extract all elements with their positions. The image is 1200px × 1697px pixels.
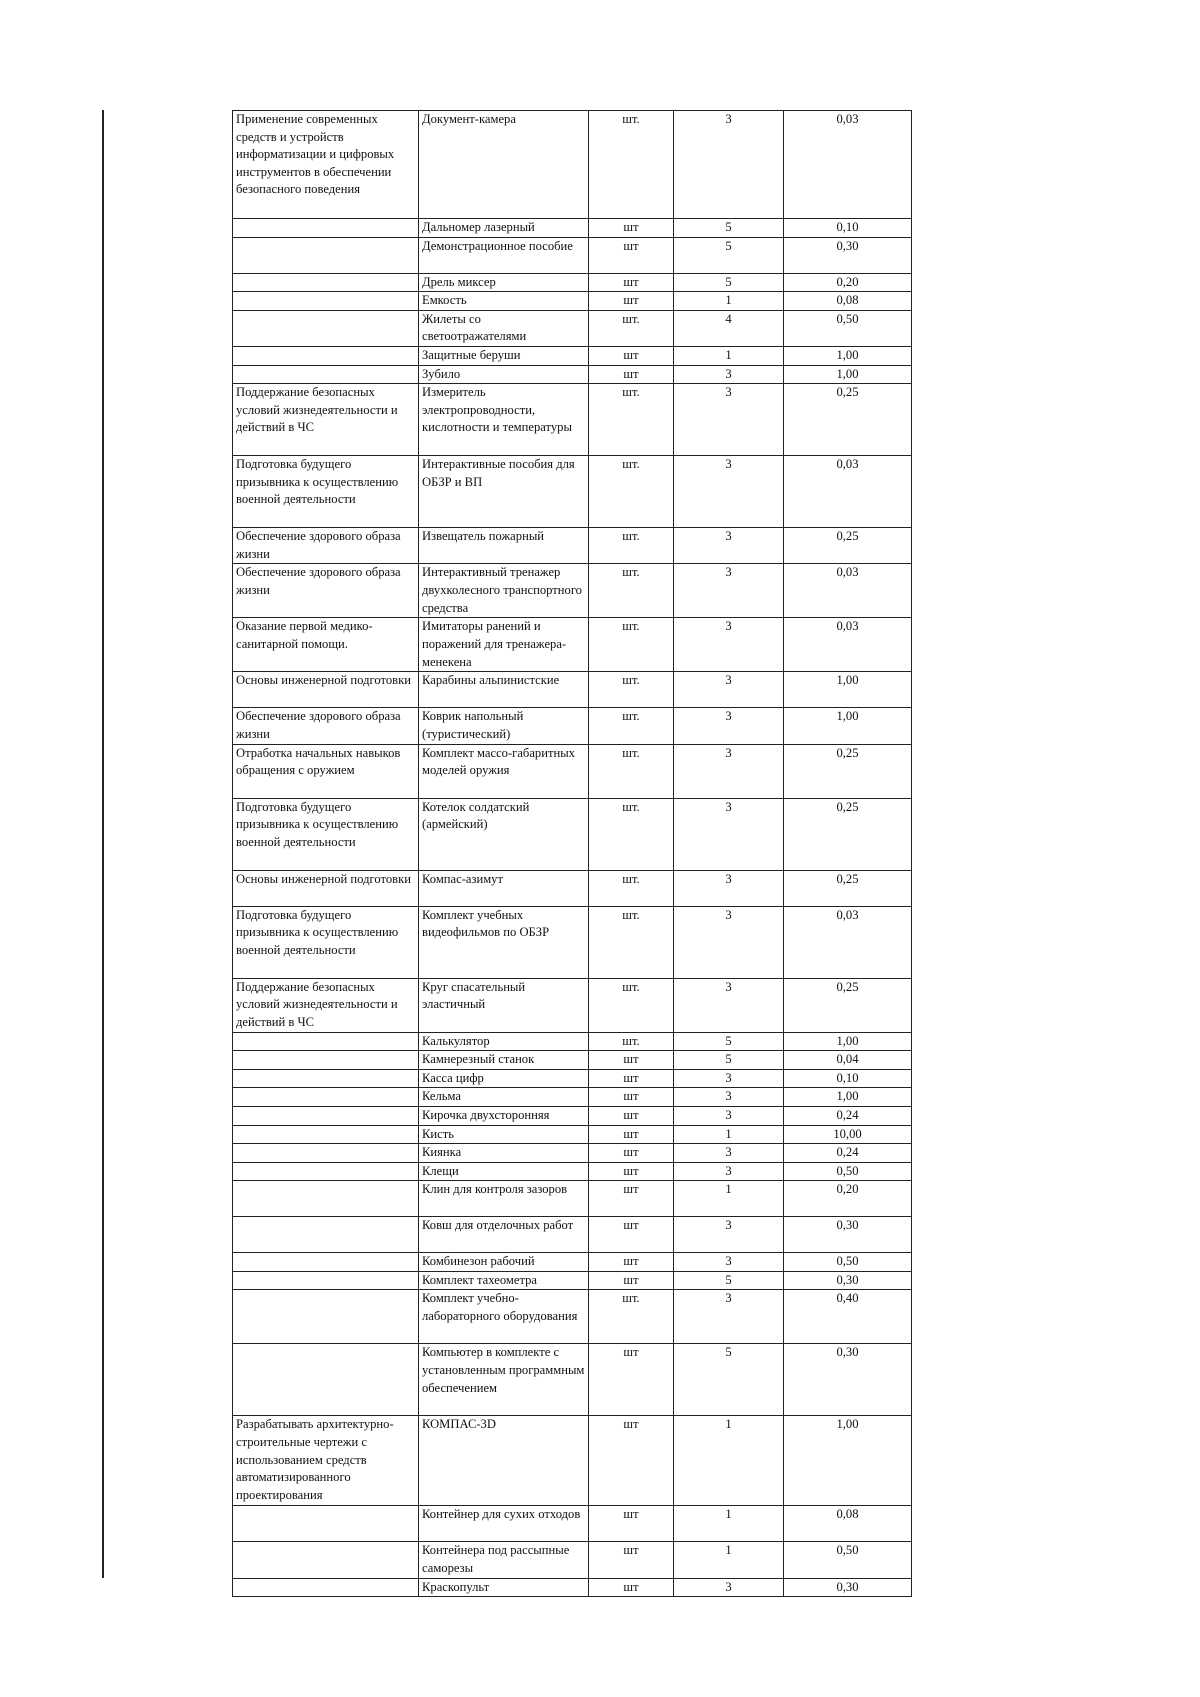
section-cell: Поддержание безопасных условий жизнедеятельности и действий в ЧС: [233, 978, 419, 1032]
quantity-cell: 3: [674, 456, 784, 528]
quantity-cell: 3: [674, 564, 784, 618]
table-row: [233, 1181, 912, 1217]
amount-cell: 0,20: [784, 1181, 912, 1217]
unit-cell: шт: [589, 273, 674, 292]
section-cell: [233, 1032, 419, 1051]
section-cell: [233, 1069, 419, 1088]
section-cell: Подготовка будущего призывника к осуществлению военной деятельности: [233, 456, 419, 528]
unit-cell: шт: [589, 1162, 674, 1181]
table-row: [233, 672, 912, 708]
unit-cell: шт: [589, 219, 674, 238]
quantity-cell: 5: [674, 1032, 784, 1051]
unit-cell: шт: [589, 1125, 674, 1144]
table-row: [233, 1032, 912, 1051]
unit-cell: шт: [589, 346, 674, 365]
table-row: [233, 618, 912, 672]
section-cell: Подготовка будущего призывника к осуществлению военной деятельности: [233, 906, 419, 978]
amount-cell: 0,40: [784, 1290, 912, 1344]
amount-cell: 0,10: [784, 219, 912, 238]
amount-cell: 10,00: [784, 1125, 912, 1144]
amount-cell: 0,25: [784, 870, 912, 906]
section-cell: [233, 1217, 419, 1253]
section-cell: [233, 219, 419, 238]
section-cell: Поддержание безопасных условий жизнедеятельности и действий в ЧС: [233, 384, 419, 456]
section-cell: [233, 273, 419, 292]
item-name-cell: Компас-азимут: [419, 870, 589, 906]
item-name-cell: Комбинезон рабочий: [419, 1253, 589, 1272]
unit-cell: шт.: [589, 870, 674, 906]
section-cell: [233, 1181, 419, 1217]
table-row: [233, 744, 912, 798]
section-cell: [233, 292, 419, 311]
quantity-cell: 4: [674, 310, 784, 346]
section-cell: [233, 1542, 419, 1578]
quantity-cell: 3: [674, 1144, 784, 1163]
item-name-cell: Зубило: [419, 365, 589, 384]
item-name-cell: Касса цифр: [419, 1069, 589, 1088]
item-name-cell: Дрель миксер: [419, 273, 589, 292]
amount-cell: 0,04: [784, 1051, 912, 1070]
table-row: [233, 1144, 912, 1163]
amount-cell: 0,50: [784, 1253, 912, 1272]
amount-cell: 0,03: [784, 564, 912, 618]
section-cell: Оказание первой медико-санитарной помощи.: [233, 618, 419, 672]
section-cell: [233, 1271, 419, 1290]
item-name-cell: Извещатель пожарный: [419, 528, 589, 564]
table-row: [233, 1106, 912, 1125]
item-name-cell: Кирочка двухсторонняя: [419, 1106, 589, 1125]
unit-cell: шт: [589, 1506, 674, 1542]
quantity-cell: 5: [674, 1051, 784, 1070]
table-row: [233, 1253, 912, 1272]
quantity-cell: 1: [674, 1416, 784, 1506]
unit-cell: шт: [589, 1144, 674, 1163]
unit-cell: шт.: [589, 1032, 674, 1051]
section-cell: Обеспечение здорового образа жизни: [233, 528, 419, 564]
amount-cell: 1,00: [784, 708, 912, 744]
item-name-cell: Интерактивный тренажер двухколесного транспортного средства: [419, 564, 589, 618]
table-row: [233, 528, 912, 564]
item-name-cell: Калькулятор: [419, 1032, 589, 1051]
unit-cell: шт: [589, 1344, 674, 1416]
item-name-cell: Интерактивные пособия для ОБЗР и ВП: [419, 456, 589, 528]
table-row: [233, 111, 912, 219]
section-cell: Разрабатывать архитектурно-строительные чертежи с использованием средств автоматизированного проектирования: [233, 1416, 419, 1506]
amount-cell: 0,03: [784, 906, 912, 978]
unit-cell: шт.: [589, 672, 674, 708]
item-name-cell: Кельма: [419, 1088, 589, 1107]
section-cell: Обеспечение здорового образа жизни: [233, 708, 419, 744]
amount-cell: 0,50: [784, 310, 912, 346]
quantity-cell: 3: [674, 906, 784, 978]
unit-cell: шт: [589, 1578, 674, 1597]
section-cell: Применение современных средств и устройств информатизации и цифровых инструментов в обеспечении безопасного поведения: [233, 111, 419, 219]
section-cell: Отработка начальных навыков обращения с оружием: [233, 744, 419, 798]
section-cell: [233, 237, 419, 273]
table-row: [233, 978, 912, 1032]
item-name-cell: Кисть: [419, 1125, 589, 1144]
amount-cell: 0,30: [784, 1271, 912, 1290]
amount-cell: 1,00: [784, 1088, 912, 1107]
item-name-cell: Имитаторы ранений и поражений для тренажера-менекена: [419, 618, 589, 672]
table-row: [233, 1069, 912, 1088]
item-name-cell: Компьютер в комплекте с установленным программным обеспечением: [419, 1344, 589, 1416]
quantity-cell: 3: [674, 111, 784, 219]
quantity-cell: 5: [674, 237, 784, 273]
quantity-cell: 5: [674, 273, 784, 292]
table-row: [233, 1271, 912, 1290]
section-cell: Основы инженерной подготовки: [233, 672, 419, 708]
unit-cell: шт: [589, 1069, 674, 1088]
item-name-cell: Жилеты со светоотражателями: [419, 310, 589, 346]
amount-cell: 0,30: [784, 1578, 912, 1597]
item-name-cell: Контейнера под рассыпные саморезы: [419, 1542, 589, 1578]
item-name-cell: Документ-камера: [419, 111, 589, 219]
quantity-cell: 3: [674, 1253, 784, 1272]
item-name-cell: Карабины альпинистские: [419, 672, 589, 708]
amount-cell: 0,24: [784, 1144, 912, 1163]
table-row: [233, 219, 912, 238]
section-cell: [233, 1125, 419, 1144]
section-cell: [233, 365, 419, 384]
section-cell: [233, 1290, 419, 1344]
table-row: [233, 564, 912, 618]
unit-cell: шт: [589, 1051, 674, 1070]
section-cell: [233, 1144, 419, 1163]
table-row: [233, 708, 912, 744]
quantity-cell: 3: [674, 384, 784, 456]
quantity-cell: 3: [674, 708, 784, 744]
amount-cell: 0,50: [784, 1542, 912, 1578]
item-name-cell: Круг спасательный эластичный: [419, 978, 589, 1032]
quantity-cell: 1: [674, 1125, 784, 1144]
quantity-cell: 5: [674, 219, 784, 238]
section-cell: [233, 346, 419, 365]
table-row: [233, 870, 912, 906]
item-name-cell: Клещи: [419, 1162, 589, 1181]
equipment-table-body: [233, 111, 912, 1597]
amount-cell: 0,50: [784, 1162, 912, 1181]
table-row: [233, 346, 912, 365]
item-name-cell: Комплект тахеометра: [419, 1271, 589, 1290]
unit-cell: шт.: [589, 564, 674, 618]
item-name-cell: Демонстрационное пособие: [419, 237, 589, 273]
amount-cell: 1,00: [784, 672, 912, 708]
item-name-cell: КОМПАС-3D: [419, 1416, 589, 1506]
quantity-cell: 1: [674, 292, 784, 311]
table-row: [233, 1578, 912, 1597]
amount-cell: 0,25: [784, 384, 912, 456]
quantity-cell: 3: [674, 1069, 784, 1088]
section-cell: [233, 1051, 419, 1070]
item-name-cell: Комплект учебных видеофильмов по ОБЗР: [419, 906, 589, 978]
quantity-cell: 3: [674, 528, 784, 564]
unit-cell: шт: [589, 365, 674, 384]
amount-cell: 0,08: [784, 292, 912, 311]
unit-cell: шт: [589, 1106, 674, 1125]
section-cell: [233, 1578, 419, 1597]
item-name-cell: Измеритель электропроводности, кислотности и температуры: [419, 384, 589, 456]
unit-cell: шт.: [589, 708, 674, 744]
section-cell: Основы инженерной подготовки: [233, 870, 419, 906]
section-cell: Обеспечение здорового образа жизни: [233, 564, 419, 618]
table-row: [233, 456, 912, 528]
unit-cell: шт.: [589, 111, 674, 219]
amount-cell: 1,00: [784, 365, 912, 384]
amount-cell: 0,03: [784, 456, 912, 528]
quantity-cell: 3: [674, 365, 784, 384]
section-cell: [233, 1088, 419, 1107]
quantity-cell: 1: [674, 1181, 784, 1217]
amount-cell: 0,03: [784, 111, 912, 219]
section-cell: [233, 1106, 419, 1125]
section-cell: [233, 1253, 419, 1272]
table-row: [233, 310, 912, 346]
table-row: [233, 237, 912, 273]
unit-cell: шт: [589, 1253, 674, 1272]
section-cell: [233, 1506, 419, 1542]
unit-cell: шт.: [589, 1290, 674, 1344]
table-row: [233, 273, 912, 292]
left-margin-line: [102, 110, 104, 1578]
amount-cell: 0,30: [784, 1217, 912, 1253]
item-name-cell: Краскопульт: [419, 1578, 589, 1597]
quantity-cell: 3: [674, 1290, 784, 1344]
amount-cell: 0,30: [784, 237, 912, 273]
table-row: [233, 1051, 912, 1070]
quantity-cell: 3: [674, 672, 784, 708]
table-row: [233, 1344, 912, 1416]
quantity-cell: 3: [674, 744, 784, 798]
table-row: [233, 1542, 912, 1578]
item-name-cell: Камнерезный станок: [419, 1051, 589, 1070]
amount-cell: 1,00: [784, 346, 912, 365]
table-row: [233, 1416, 912, 1506]
item-name-cell: Котелок солдатский (армейский): [419, 798, 589, 870]
quantity-cell: 1: [674, 346, 784, 365]
unit-cell: шт.: [589, 384, 674, 456]
unit-cell: шт: [589, 292, 674, 311]
unit-cell: шт: [589, 237, 674, 273]
quantity-cell: 3: [674, 870, 784, 906]
quantity-cell: 1: [674, 1542, 784, 1578]
item-name-cell: Защитные беруши: [419, 346, 589, 365]
item-name-cell: Клин для контроля зазоров: [419, 1181, 589, 1217]
quantity-cell: 5: [674, 1344, 784, 1416]
item-name-cell: Контейнер для сухих отходов: [419, 1506, 589, 1542]
quantity-cell: 3: [674, 1217, 784, 1253]
table-row: [233, 365, 912, 384]
item-name-cell: Емкость: [419, 292, 589, 311]
unit-cell: шт.: [589, 744, 674, 798]
quantity-cell: 3: [674, 1578, 784, 1597]
amount-cell: 0,08: [784, 1506, 912, 1542]
amount-cell: 1,00: [784, 1032, 912, 1051]
quantity-cell: 3: [674, 1162, 784, 1181]
unit-cell: шт: [589, 1181, 674, 1217]
quantity-cell: 3: [674, 618, 784, 672]
amount-cell: 0,25: [784, 978, 912, 1032]
amount-cell: 0,25: [784, 744, 912, 798]
unit-cell: шт: [589, 1416, 674, 1506]
unit-cell: шт.: [589, 528, 674, 564]
section-cell: [233, 310, 419, 346]
table-row: [233, 1088, 912, 1107]
unit-cell: шт.: [589, 906, 674, 978]
table-row: [233, 1290, 912, 1344]
quantity-cell: 3: [674, 1088, 784, 1107]
table-row: [233, 1162, 912, 1181]
quantity-cell: 3: [674, 798, 784, 870]
section-cell: Подготовка будущего призывника к осуществлению военной деятельности: [233, 798, 419, 870]
amount-cell: 0,03: [784, 618, 912, 672]
unit-cell: шт.: [589, 978, 674, 1032]
unit-cell: шт: [589, 1271, 674, 1290]
table-row: [233, 1506, 912, 1542]
item-name-cell: Киянка: [419, 1144, 589, 1163]
unit-cell: шт: [589, 1542, 674, 1578]
unit-cell: шт: [589, 1088, 674, 1107]
item-name-cell: Дальномер лазерный: [419, 219, 589, 238]
table-row: [233, 798, 912, 870]
table-row: [233, 1125, 912, 1144]
unit-cell: шт.: [589, 310, 674, 346]
table-row: [233, 384, 912, 456]
item-name-cell: Коврик напольный (туристический): [419, 708, 589, 744]
amount-cell: 1,00: [784, 1416, 912, 1506]
table-row: [233, 906, 912, 978]
equipment-table: [232, 110, 912, 1597]
quantity-cell: 3: [674, 1106, 784, 1125]
unit-cell: шт: [589, 1217, 674, 1253]
section-cell: [233, 1344, 419, 1416]
item-name-cell: Комплект массо-габаритных моделей оружия: [419, 744, 589, 798]
table-row: [233, 1217, 912, 1253]
quantity-cell: 3: [674, 978, 784, 1032]
amount-cell: 0,25: [784, 798, 912, 870]
amount-cell: 0,30: [784, 1344, 912, 1416]
quantity-cell: 1: [674, 1506, 784, 1542]
amount-cell: 0,24: [784, 1106, 912, 1125]
item-name-cell: Ковш для отделочных работ: [419, 1217, 589, 1253]
amount-cell: 0,10: [784, 1069, 912, 1088]
table-row: [233, 292, 912, 311]
unit-cell: шт.: [589, 798, 674, 870]
quantity-cell: 5: [674, 1271, 784, 1290]
unit-cell: шт.: [589, 456, 674, 528]
amount-cell: 0,25: [784, 528, 912, 564]
amount-cell: 0,20: [784, 273, 912, 292]
unit-cell: шт.: [589, 618, 674, 672]
item-name-cell: Комплект учебно-лабораторного оборудования: [419, 1290, 589, 1344]
section-cell: [233, 1162, 419, 1181]
